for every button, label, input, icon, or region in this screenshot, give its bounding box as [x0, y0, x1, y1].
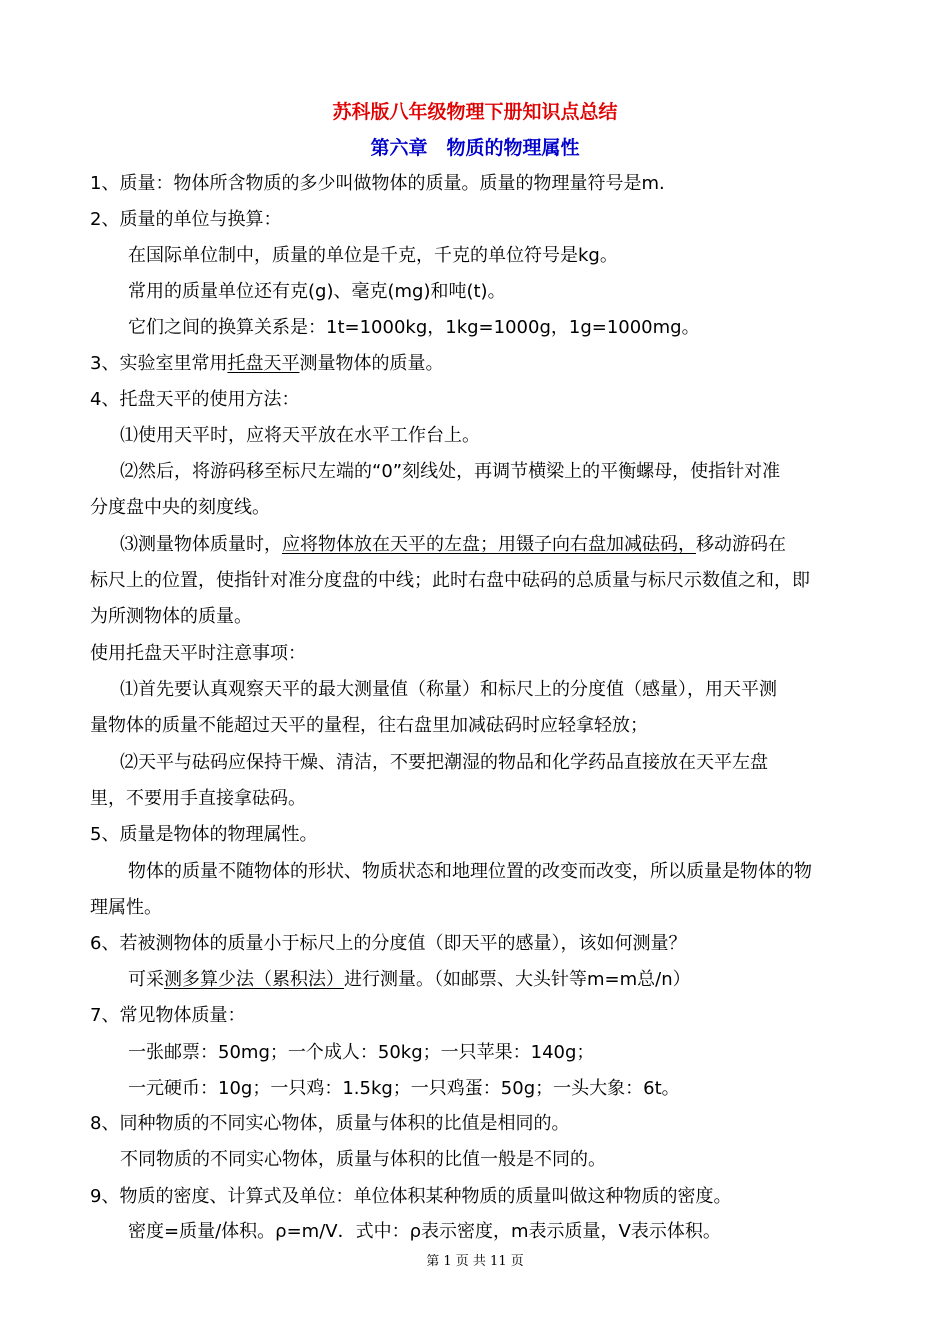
- text-line: [128, 967, 691, 993]
- text-line: 6、若被测物体的质量小于标尺上的分度值（即天平的感量），该如何测量？: [90, 933, 687, 954]
- text-line: 标尺上的位置，使指针对准分度盘的中线；此时右盘中砝码的总质量与标尺示数值之和，即: [90, 570, 810, 591]
- text-segment: 可采: [128, 969, 164, 990]
- text-line: 它们之间的换算关系是：1t=1000kg，1kg=1000g，1g=1000mg。: [128, 317, 700, 338]
- text-segment: ⑶测量物体质量时，: [120, 534, 282, 555]
- text-segment: 3、实验室里常用: [90, 353, 228, 374]
- text-segment: 进行测量。（如邮票、大头针等m=m总/n）: [344, 969, 691, 990]
- text-line: [90, 351, 443, 377]
- text-line: 4、托盘天平的使用方法：: [90, 389, 300, 410]
- underlined-term: 托盘天平: [227, 353, 300, 374]
- text-line: ⑴首先要认真观察天平的最大测量值（称量）和标尺上的分度值（感量），用天平测: [120, 679, 777, 700]
- text-line: 5、质量是物体的物理属性。: [90, 824, 318, 845]
- text-line: 不同物质的不同实心物体，质量与体积的比值一般是不同的。: [120, 1149, 606, 1170]
- text-segment: 测量物体的质量。: [299, 353, 444, 374]
- text-line: ⑴使用天平时，应将天平放在水平工作台上。: [120, 425, 480, 446]
- text-line: 一元硬币：10g；一只鸡：1.5kg；一只鸡蛋：50g；一头大象：6t。: [128, 1078, 680, 1099]
- text-line: 里，不要用手直接拿砝码。: [90, 788, 306, 809]
- text-line: 9、物质的密度、计算式及单位：单位体积某种物质的质量叫做这种物质的密度。: [90, 1186, 732, 1207]
- text-line: 理属性。: [90, 897, 162, 918]
- text-line: 分度盘中央的刻度线。: [90, 497, 270, 518]
- text-line: 常用的质量单位还有克(g)、毫克(mg)和吨(t)。: [128, 281, 506, 302]
- text-line: 密度=质量/体积。ρ=m/V．式中：ρ表示密度，m表示质量，V表示体积。: [128, 1221, 721, 1242]
- text-line: 为所测物体的质量。: [90, 606, 252, 627]
- text-line: 在国际单位制中，质量的单位是千克，千克的单位符号是kg。: [128, 245, 618, 266]
- underlined-term: 应将物体放在天平的左盘；用镊子向右盘加减砝码，: [282, 534, 696, 555]
- text-segment: 移动游码在: [696, 534, 786, 555]
- page-footer: 第 1 页 共 11 页: [426, 1254, 524, 1269]
- text-line: ⑵天平与砝码应保持干燥、清洁，不要把潮湿的物品和化学药品直接放在天平左盘: [120, 752, 768, 773]
- text-line: [120, 532, 786, 558]
- text-line: 2、质量的单位与换算：: [90, 209, 282, 230]
- underlined-term: 测多算少法（累积法）: [164, 969, 344, 990]
- text-line: 1、质量：物体所含物质的多少叫做物体的质量。质量的物理量符号是m.: [90, 173, 665, 194]
- text-line: 使用托盘天平时注意事项：: [90, 643, 306, 664]
- text-line: 7、常见物体质量：: [90, 1005, 246, 1026]
- document-title: 苏科版八年级物理下册知识点总结: [332, 101, 618, 123]
- text-line: ⑵然后，将游码移至标尺左端的“0”刻线处，再调节横梁上的平衡螺母，使指针对准: [120, 461, 781, 482]
- text-line: 8、同种物质的不同实心物体，质量与体积的比值是相同的。: [90, 1113, 570, 1134]
- chapter-title: 第六章 物质的物理属性: [370, 137, 580, 159]
- text-line: 一张邮票：50mg；一个成人：50kg；一只苹果：140g；: [128, 1042, 595, 1063]
- text-line: 量物体的质量不能超过天平的量程，往右盘里加减砝码时应轻拿轻放；: [90, 715, 648, 736]
- text-line: 物体的质量不随物体的形状、物质状态和地理位置的改变而改变，所以质量是物体的物: [128, 861, 812, 882]
